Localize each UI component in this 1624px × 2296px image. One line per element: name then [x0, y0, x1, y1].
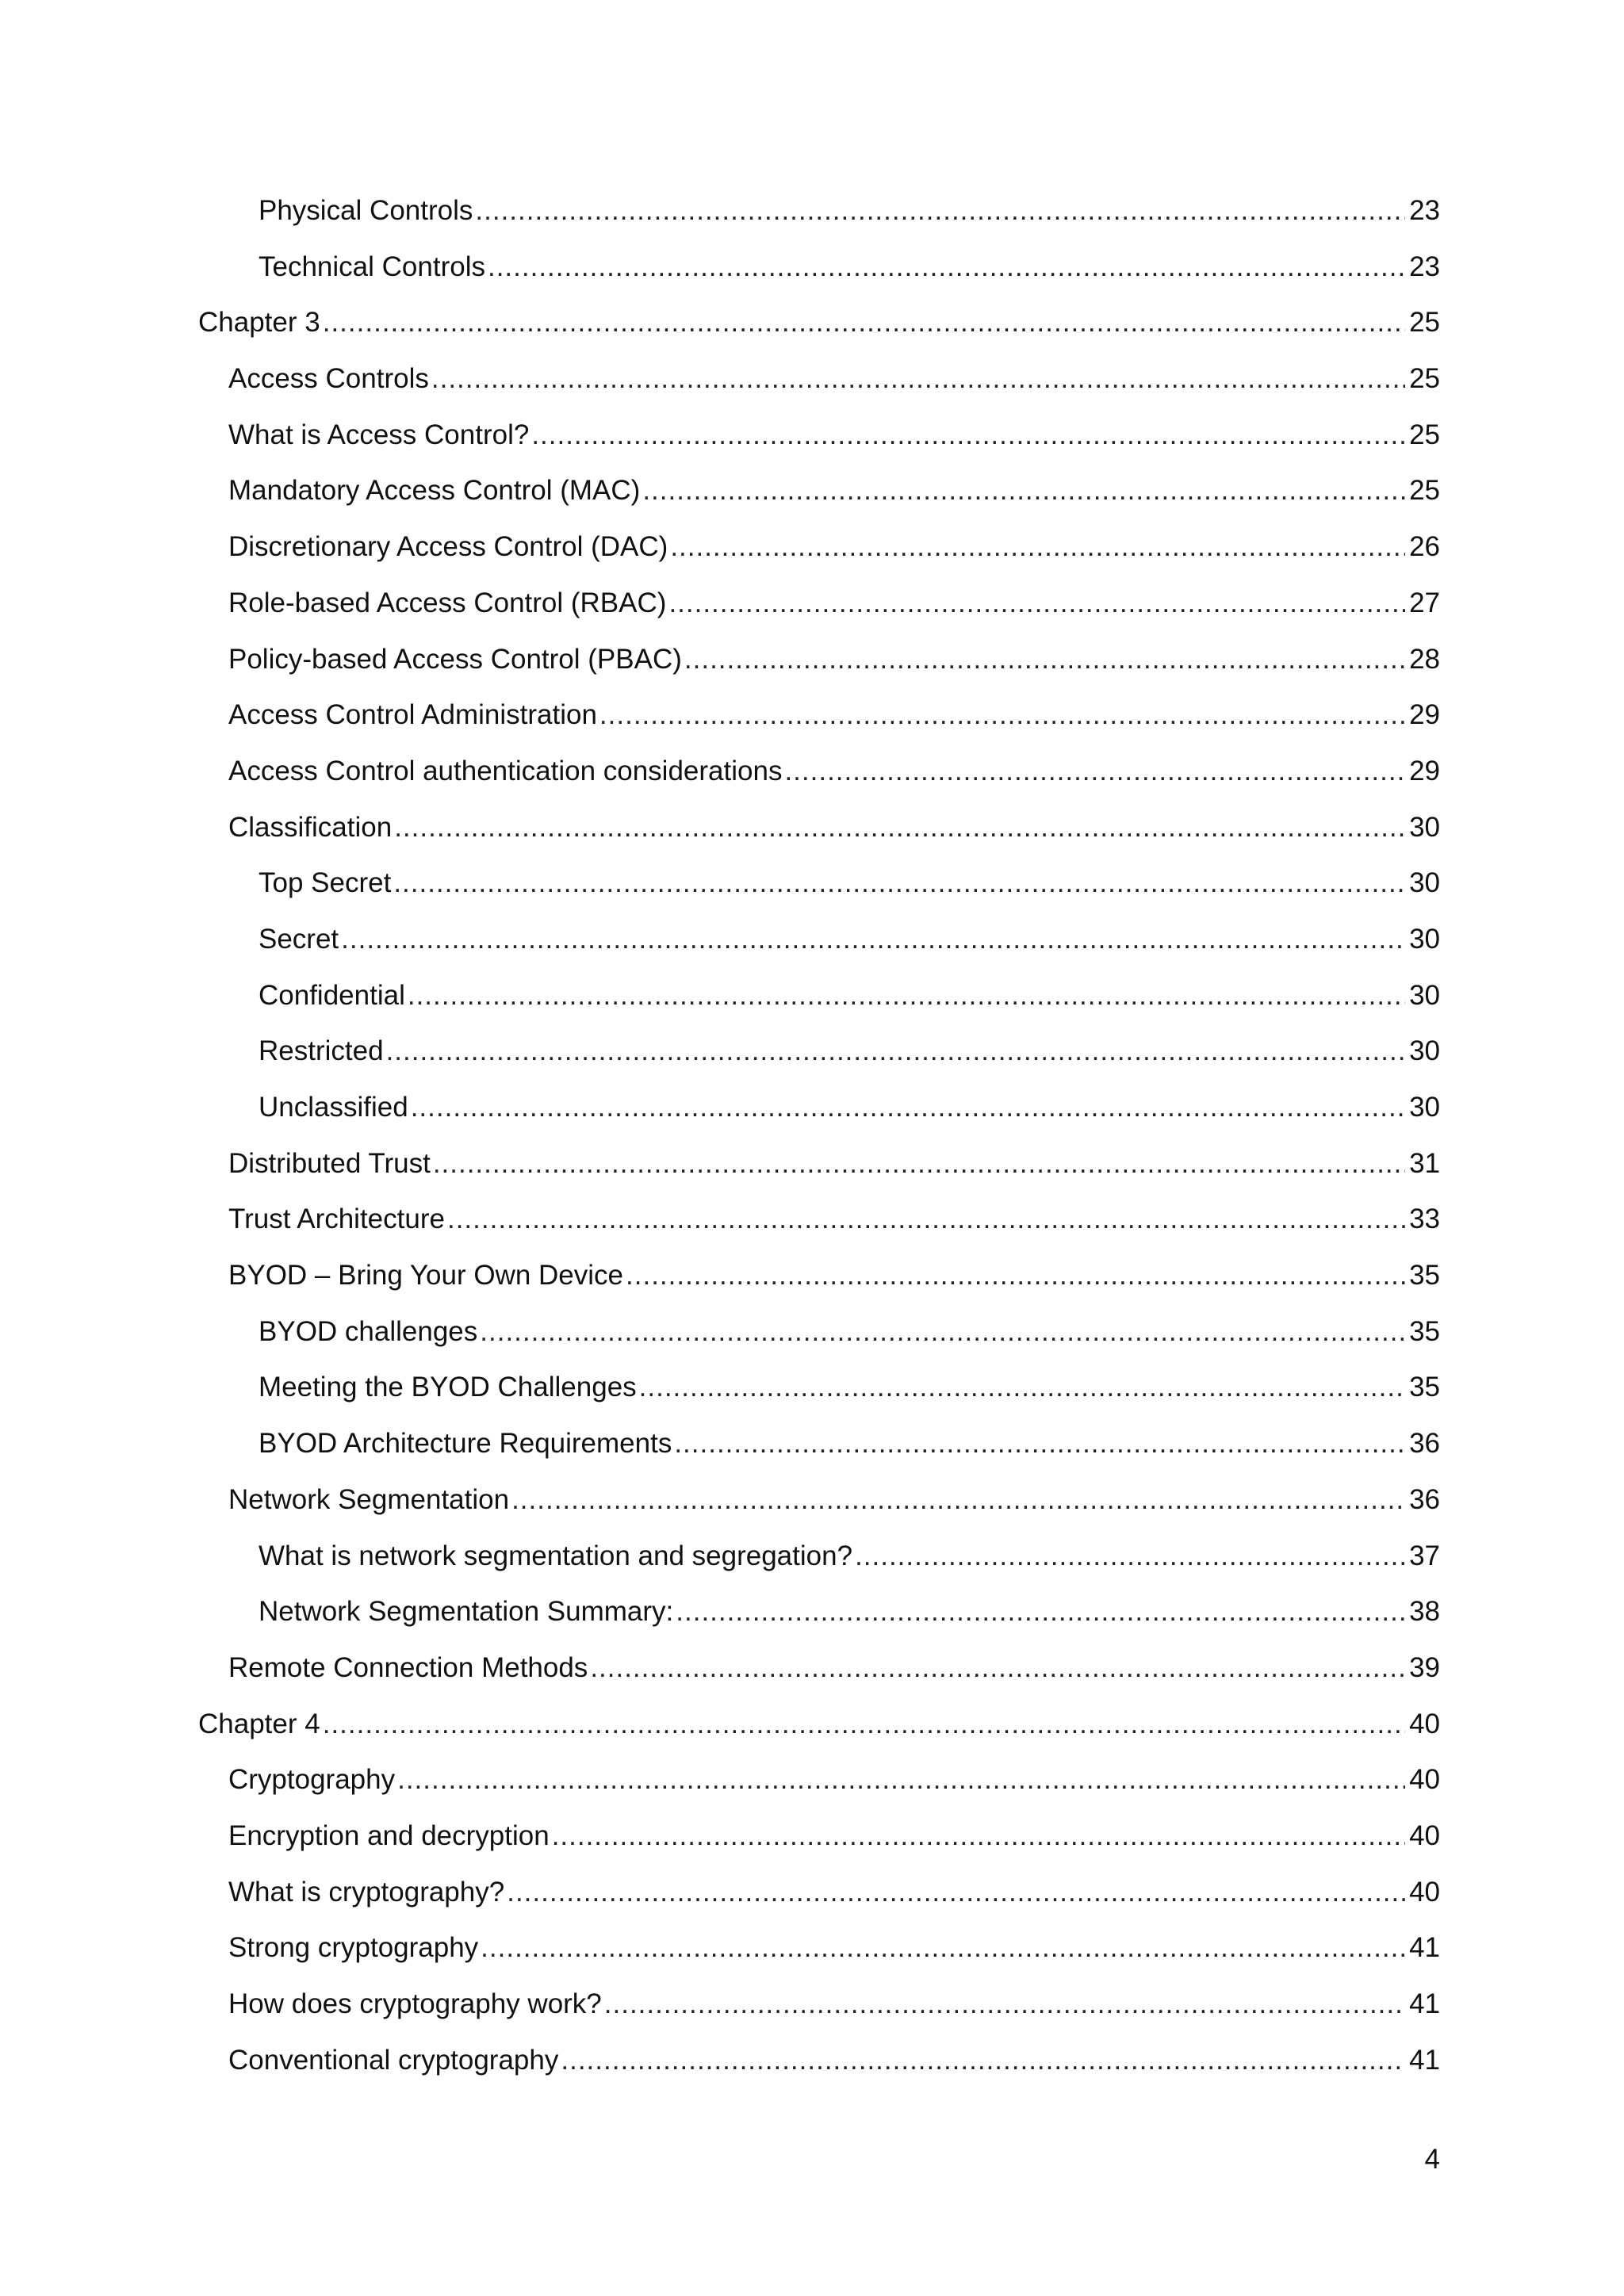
- toc-entry-title: Classification: [228, 811, 393, 843]
- dot-leader: [433, 1147, 1405, 1181]
- toc-entry[interactable]: [198, 419, 1440, 475]
- toc-entry-page: 29: [1409, 755, 1440, 786]
- toc-entry[interactable]: [198, 755, 1440, 811]
- toc-entry[interactable]: [198, 643, 1440, 699]
- toc-entry-title: Unclassified: [259, 1092, 408, 1123]
- toc-entry-title: Strong cryptography: [228, 1932, 479, 1964]
- toc-entry-page: 41: [1409, 1932, 1440, 1964]
- dot-leader: [855, 1540, 1405, 1573]
- toc-entry-page: 29: [1409, 699, 1440, 731]
- toc-entry-page: 33: [1409, 1203, 1440, 1235]
- toc-entry[interactable]: [198, 1876, 1440, 1932]
- toc-entry-title: Chapter 3: [198, 307, 320, 339]
- toc-entry-title: Technical Controls: [259, 251, 485, 282]
- toc-entry-page: 35: [1409, 1315, 1440, 1347]
- dot-leader: [674, 1427, 1405, 1460]
- dot-leader: [394, 811, 1405, 844]
- toc-entry-title: Policy-based Access Control (PBAC): [228, 643, 682, 675]
- dot-leader: [599, 698, 1405, 732]
- toc-entry-title: Restricted: [259, 1035, 384, 1067]
- dot-leader: [408, 979, 1405, 1012]
- toc-entry[interactable]: [198, 474, 1440, 530]
- toc-entry-title: Top Secret: [259, 867, 392, 899]
- toc-entry-page: 23: [1409, 195, 1440, 226]
- toc-entry[interactable]: [198, 1483, 1440, 1540]
- toc-entry[interactable]: [198, 1763, 1440, 1820]
- toc-entry-page: 41: [1409, 2044, 1440, 2076]
- toc-entry[interactable]: [198, 1427, 1440, 1483]
- toc-entry-page: 28: [1409, 643, 1440, 675]
- toc-entry-page: 31: [1409, 1147, 1440, 1179]
- toc-entry[interactable]: [198, 867, 1440, 923]
- toc-entry-title: Meeting the BYOD Challenges: [259, 1372, 637, 1403]
- toc-entry[interactable]: [198, 1595, 1440, 1651]
- dot-leader: [670, 530, 1405, 564]
- dot-leader: [626, 1259, 1405, 1292]
- toc-entry[interactable]: [198, 1651, 1440, 1708]
- toc-entry-page: 36: [1409, 1483, 1440, 1515]
- toc-entry[interactable]: [198, 923, 1440, 979]
- toc-entry-title: Network Segmentation: [228, 1483, 510, 1515]
- toc-entry-page: 25: [1409, 363, 1440, 395]
- dot-leader: [386, 1035, 1405, 1068]
- dot-leader: [507, 1876, 1405, 1909]
- toc-entry-page: 26: [1409, 531, 1440, 563]
- dot-leader: [447, 1203, 1405, 1236]
- dot-leader: [411, 1091, 1405, 1124]
- dot-leader: [642, 474, 1405, 507]
- toc-entry[interactable]: [198, 1035, 1440, 1091]
- dot-leader: [531, 419, 1405, 452]
- toc-entry-title: Distributed Trust: [228, 1147, 431, 1179]
- toc-entry-title: Network Segmentation Summary:: [259, 1596, 674, 1628]
- toc-entry-title: Secret: [259, 923, 339, 955]
- toc-entry[interactable]: [198, 1820, 1440, 1876]
- dot-leader: [590, 1651, 1405, 1685]
- dot-leader: [552, 1820, 1405, 1853]
- toc-entry-title: BYOD – Bring Your Own Device: [228, 1260, 624, 1292]
- toc-entry[interactable]: [198, 1259, 1440, 1315]
- toc-entry-title: Access Controls: [228, 363, 429, 395]
- dot-leader: [676, 1595, 1405, 1628]
- toc-entry[interactable]: [198, 979, 1440, 1035]
- toc-entry-page: 37: [1409, 1540, 1440, 1571]
- toc-entry-title: Physical Controls: [259, 195, 473, 226]
- toc-entry-title: BYOD challenges: [259, 1315, 478, 1347]
- table-of-contents: [198, 194, 1440, 2099]
- toc-entry-page: 30: [1409, 1035, 1440, 1067]
- toc-entry[interactable]: [198, 1147, 1440, 1203]
- toc-entry-page: 39: [1409, 1651, 1440, 1683]
- toc-entry[interactable]: [198, 1203, 1440, 1259]
- toc-entry-page: 30: [1409, 1092, 1440, 1123]
- toc-entry-title: Trust Architecture: [228, 1203, 445, 1235]
- toc-entry-title: Role-based Access Control (RBAC): [228, 587, 667, 618]
- toc-entry-title: Conventional cryptography: [228, 2044, 559, 2076]
- toc-entry[interactable]: [198, 698, 1440, 755]
- dot-leader: [639, 1371, 1405, 1404]
- toc-entry[interactable]: [198, 1091, 1440, 1147]
- toc-entry-page: 25: [1409, 307, 1440, 339]
- toc-entry[interactable]: [198, 362, 1440, 419]
- toc-entry[interactable]: [198, 194, 1440, 251]
- toc-entry-title: What is network segmentation and segregation?: [259, 1540, 853, 1571]
- toc-entry-page: 36: [1409, 1428, 1440, 1460]
- toc-entry-page: 30: [1409, 867, 1440, 899]
- dot-leader: [341, 923, 1405, 956]
- dot-leader: [323, 306, 1405, 339]
- toc-entry-page: 35: [1409, 1260, 1440, 1292]
- toc-entry-page: 40: [1409, 1708, 1440, 1739]
- toc-entry-page: 30: [1409, 923, 1440, 955]
- toc-entry-page: 23: [1409, 251, 1440, 282]
- toc-entry-title: Confidential: [259, 979, 405, 1011]
- toc-entry-page: 40: [1409, 1764, 1440, 1796]
- toc-entry-page: 25: [1409, 419, 1440, 450]
- dot-leader: [323, 1708, 1405, 1741]
- dot-leader: [431, 362, 1405, 396]
- toc-entry-page: 40: [1409, 1820, 1440, 1851]
- toc-entry[interactable]: [198, 1708, 1440, 1764]
- toc-entry[interactable]: [198, 1315, 1440, 1372]
- toc-entry-page: 30: [1409, 979, 1440, 1011]
- dot-leader: [511, 1483, 1405, 1517]
- toc-entry-title: Access Control authentication considerations: [228, 755, 783, 786]
- toc-entry[interactable]: [198, 1371, 1440, 1427]
- toc-entry[interactable]: [198, 251, 1440, 307]
- toc-entry-title: How does cryptography work?: [228, 1988, 602, 2019]
- toc-entry-title: Discretionary Access Control (DAC): [228, 531, 668, 563]
- toc-entry[interactable]: [198, 530, 1440, 587]
- toc-entry-page: 30: [1409, 811, 1440, 843]
- page-number: 4: [1424, 2144, 1440, 2175]
- toc-entry-title: BYOD Architecture Requirements: [259, 1428, 672, 1460]
- dot-leader: [488, 251, 1405, 284]
- dot-leader: [481, 1931, 1405, 1965]
- dot-leader: [668, 587, 1405, 620]
- toc-entry-page: 40: [1409, 1876, 1440, 1908]
- dot-leader: [684, 643, 1405, 676]
- toc-entry-title: What is Access Control?: [228, 419, 530, 450]
- toc-entry[interactable]: [198, 1540, 1440, 1596]
- dot-leader: [784, 755, 1405, 788]
- toc-entry-page: 38: [1409, 1596, 1440, 1628]
- dot-leader: [475, 194, 1405, 228]
- toc-entry-page: 25: [1409, 475, 1440, 507]
- dot-leader: [480, 1315, 1405, 1349]
- toc-entry-page: 41: [1409, 1988, 1440, 2019]
- dot-leader: [397, 1763, 1405, 1797]
- toc-entry-title: Cryptography: [228, 1764, 396, 1796]
- toc-entry-title: Mandatory Access Control (MAC): [228, 475, 641, 507]
- toc-entry[interactable]: [198, 811, 1440, 867]
- toc-entry[interactable]: [198, 587, 1440, 643]
- dot-leader: [393, 867, 1405, 900]
- toc-entry-title: Access Control Administration: [228, 699, 597, 731]
- dot-leader: [561, 2044, 1405, 2077]
- toc-entry-title: Chapter 4: [198, 1708, 320, 1739]
- toc-entry[interactable]: [198, 1988, 1440, 2044]
- toc-entry-page: 27: [1409, 587, 1440, 618]
- toc-entry-title: What is cryptography?: [228, 1876, 505, 1908]
- toc-entry[interactable]: [198, 2044, 1440, 2100]
- toc-entry-title: Encryption and decryption: [228, 1820, 550, 1851]
- toc-entry-title: Remote Connection Methods: [228, 1651, 588, 1683]
- toc-entry[interactable]: [198, 306, 1440, 362]
- toc-entry-page: 35: [1409, 1372, 1440, 1403]
- dot-leader: [604, 1988, 1405, 2021]
- toc-entry[interactable]: [198, 1931, 1440, 1988]
